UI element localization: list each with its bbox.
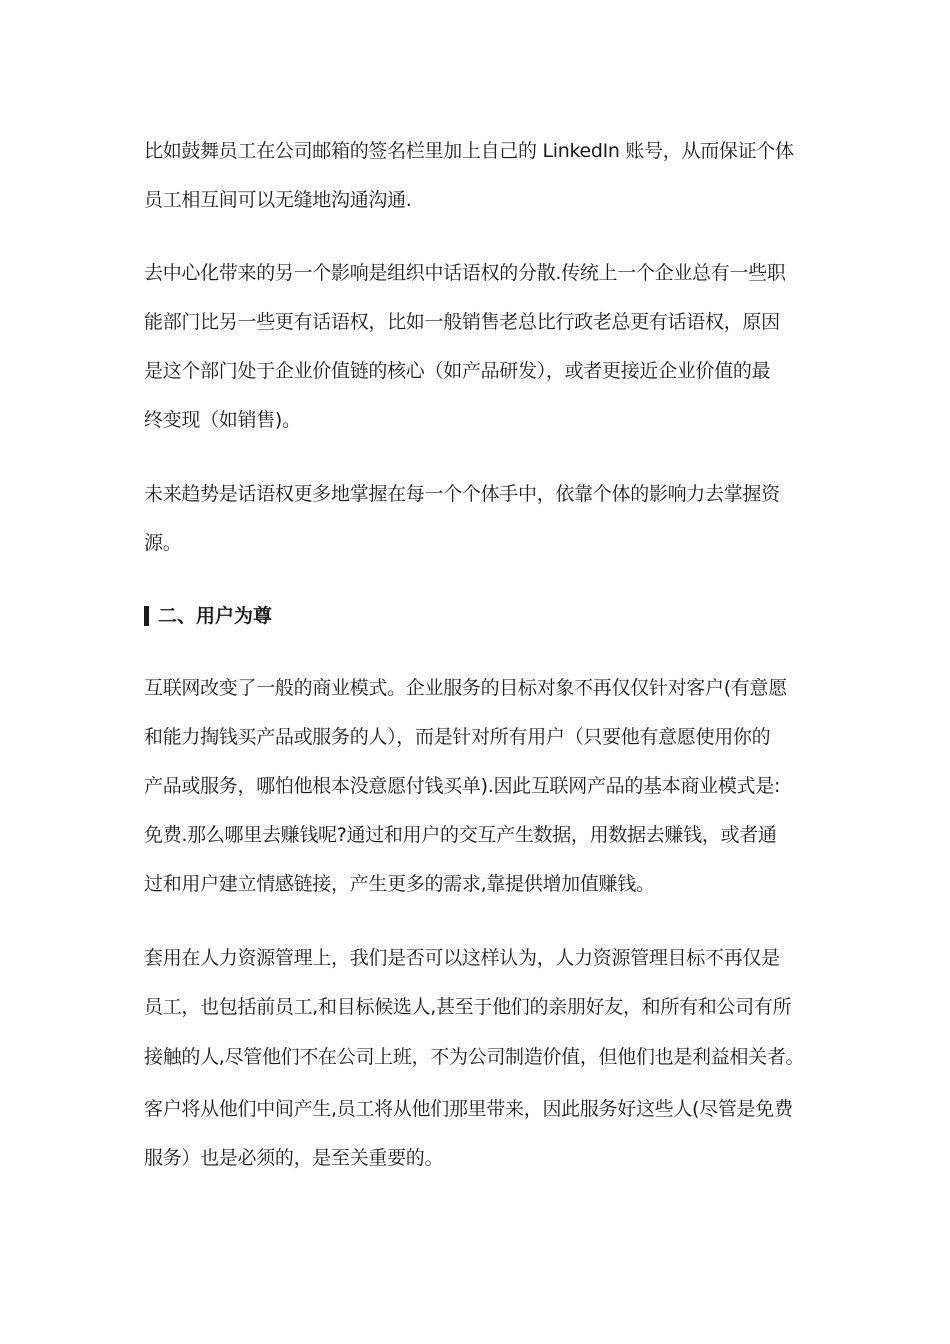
section-paragraph-1-line-2: 和能力掏钱买产品或服务的人），而是针对所有用户（只要他有意愿使用你的 <box>144 726 771 748</box>
paragraph-2-line-2: 能部门比另一些更有话语权，比如一般销售老总比行政老总更有话语权，原因 <box>144 311 780 333</box>
section-paragraph-2-line-2: 员工，也包括前员工,和目标候选人,甚至于他们的亲朋好友，和所有和公司有所 <box>144 996 792 1018</box>
section-paragraph-1-line-5: 过和用户建立情感链接，产生更多的需求,靠提供增加值赚钱。 <box>144 873 655 895</box>
paragraph-2-line-1: 去中心化带来的另一个影响是组织中话语权的分散.传统上一个企业总有一些职 <box>144 262 786 284</box>
section-paragraph-2-line-4: 客户将从他们中间产生,员工将从他们那里带来，因此服务好这些人(尽管是免费 <box>144 1098 793 1120</box>
section-heading-text: 二、用户为尊 <box>158 605 273 627</box>
section-paragraph-1-line-4: 免费.那么哪里去赚钱呢?通过和用户的交互产生数据，用数据去赚钱，或者通 <box>144 824 777 846</box>
paragraph-1-line-1: 比如鼓舞员工在公司邮箱的签名栏里加上自己的 LinkedIn 账号，从而保证个体 <box>144 140 794 162</box>
section-paragraph-1-line-1: 互联网改变了一般的商业模式。企业服务的目标对象不再仅仅针对客户(有意愿 <box>144 677 787 699</box>
paragraph-3-line-1: 未来趋势是话语权更多地掌握在每一个个体手中，依靠个体的影响力去掌握资 <box>144 483 780 505</box>
section-paragraph-1-line-3: 产品或服务，哪怕他根本没意愿付钱买单).因此互联网产品的基本商业模式是: <box>144 775 781 797</box>
section-paragraph-2-line-3: 接触的人,尽管他们不在公司上班，不为公司制造价值，但他们也是利益相关者。 <box>144 1046 805 1068</box>
section-paragraph-2-line-5: 服务）也是必须的，是至关重要的。 <box>144 1147 444 1169</box>
paragraph-2-line-4: 终变现（如销售)。 <box>144 409 301 431</box>
paragraph-2-line-3: 是这个部门处于企业价值链的核心（如产品研发），或者更接近企业价值的最 <box>144 360 771 382</box>
heading-marker-bar <box>144 606 149 626</box>
paragraph-1-line-2: 员工相互间可以无缝地沟通沟通. <box>144 189 412 211</box>
section-paragraph-2-line-1: 套用在人力资源管理上，我们是否可以这样认为，人力资源管理目标不再仅是 <box>144 947 780 969</box>
section-heading <box>144 602 272 630</box>
paragraph-3-line-2: 源。 <box>144 532 182 554</box>
